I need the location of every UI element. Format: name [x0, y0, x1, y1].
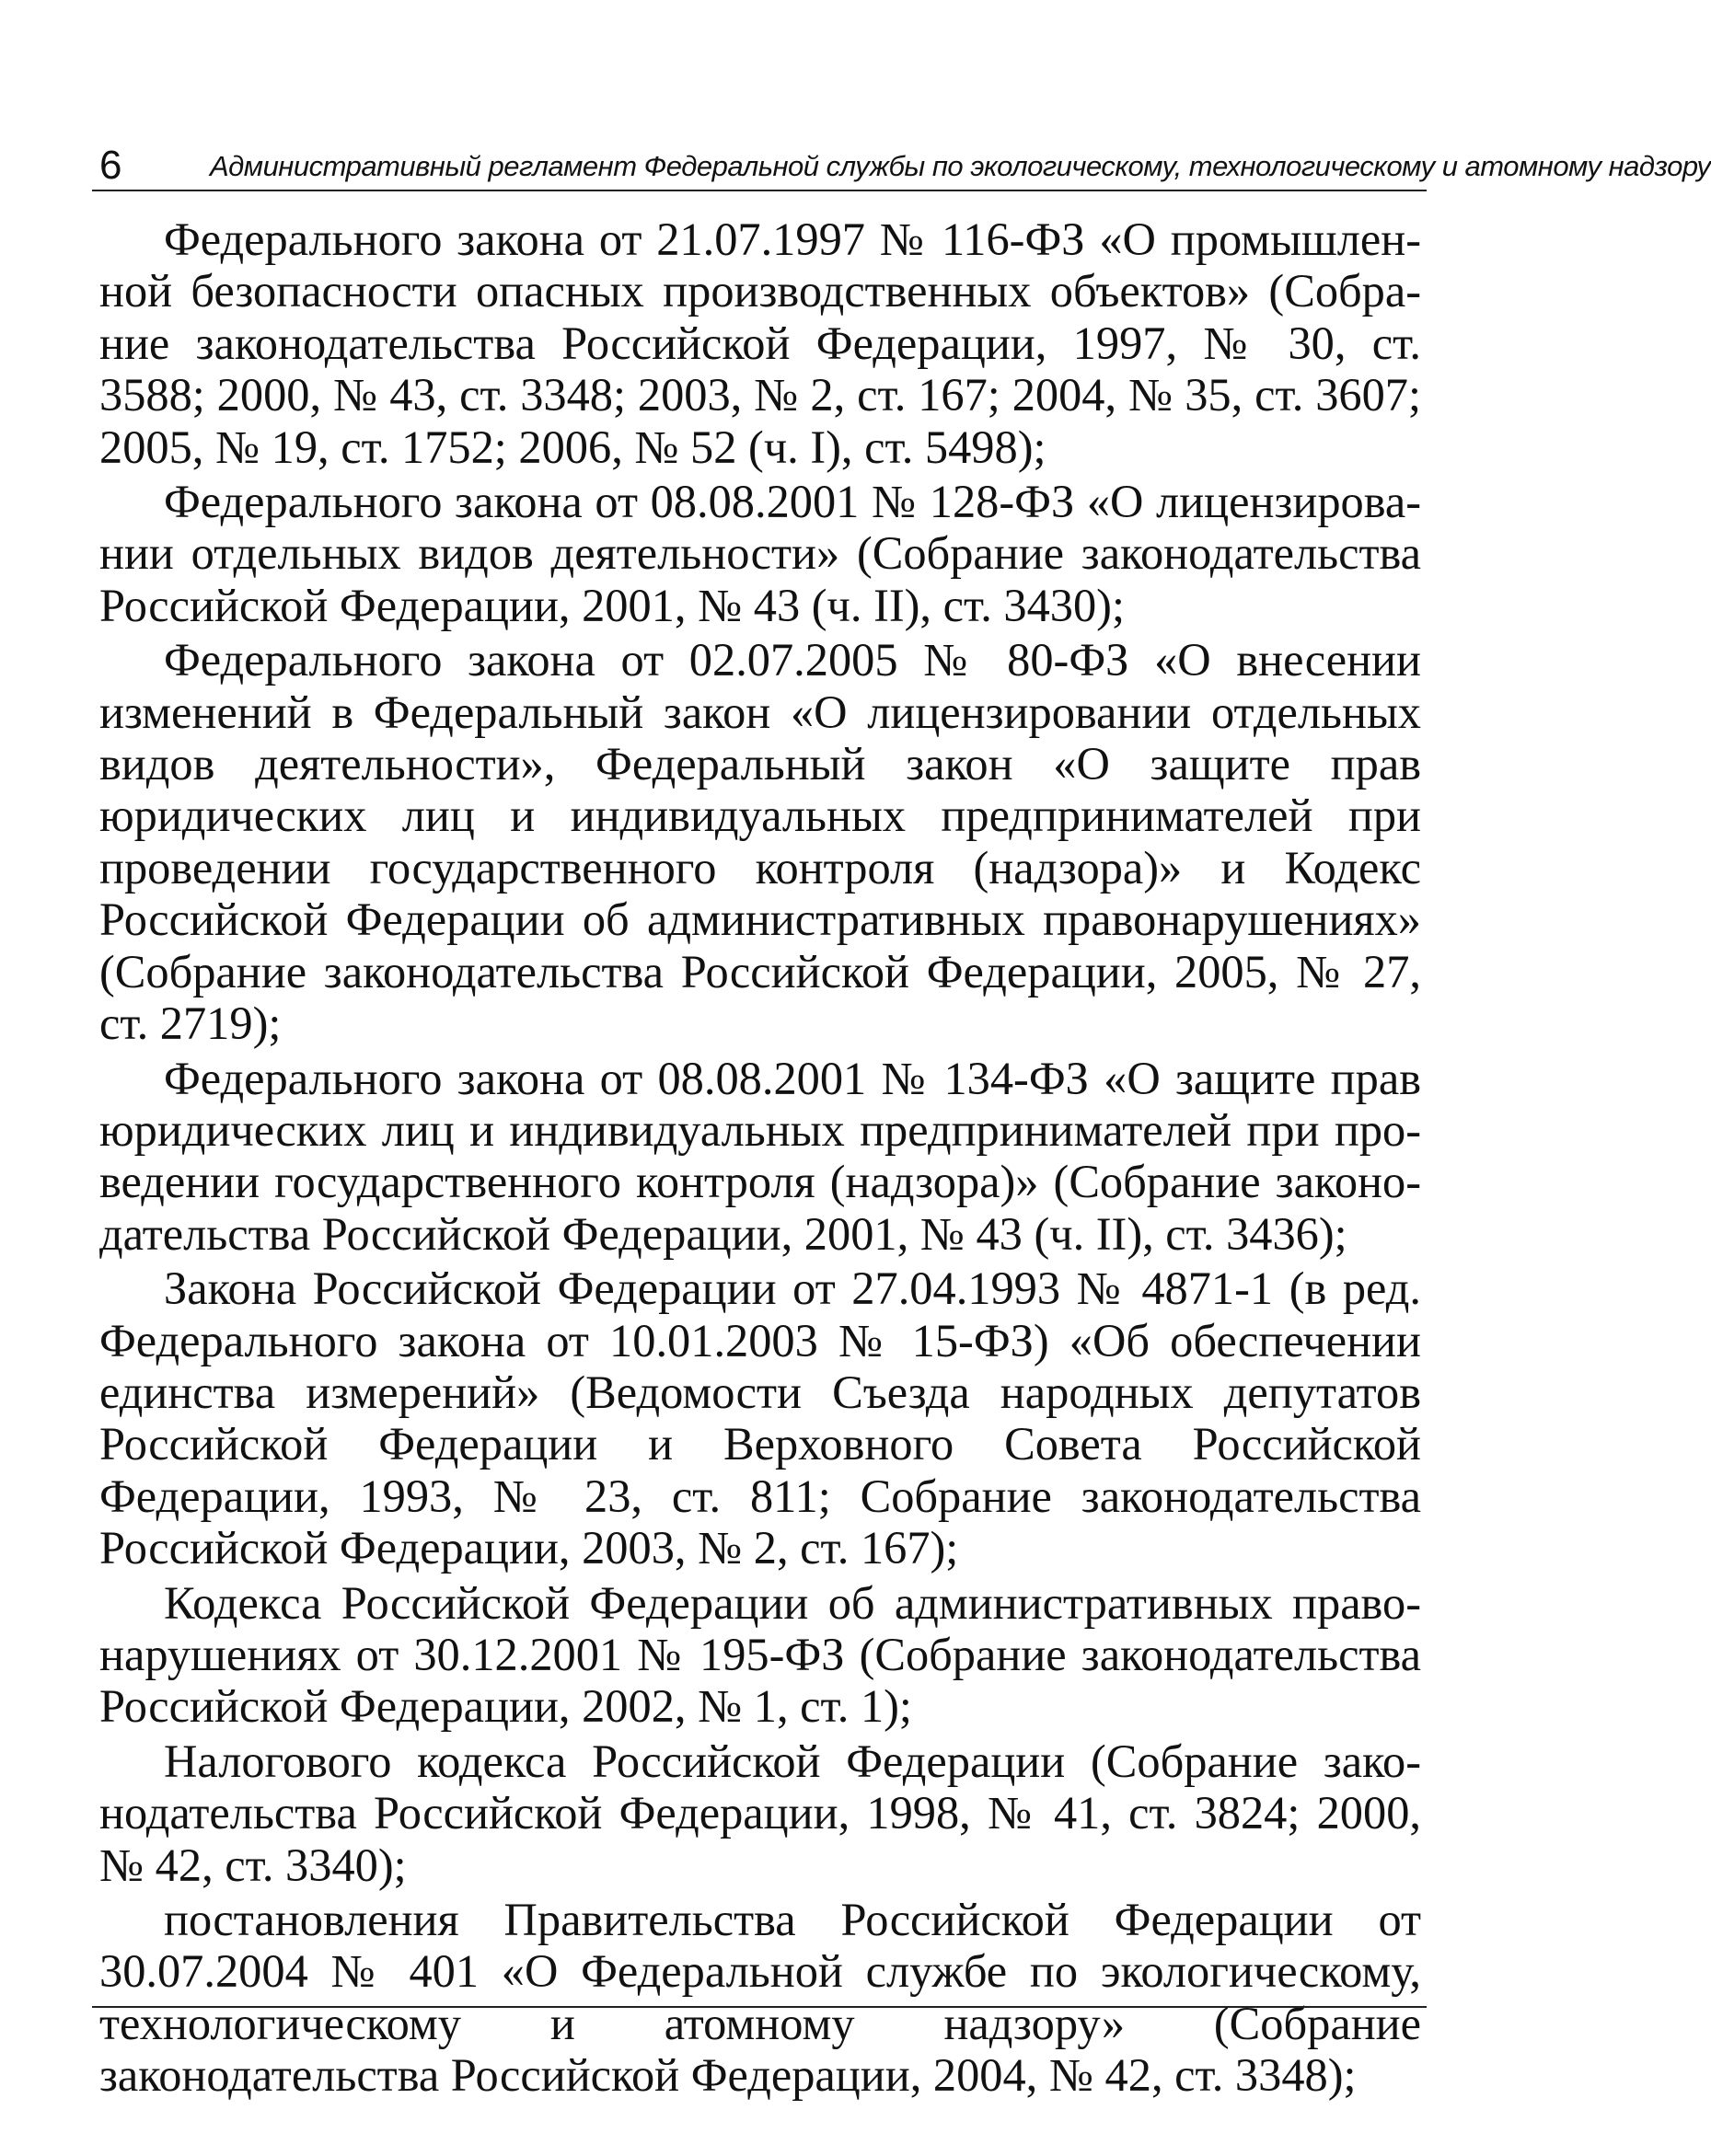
page-header [92, 138, 1711, 191]
paragraph-law-128-fz: Федерального закона от 08.08.2001 № 128-ФЗ «О лицензировании отдельных видов деятельности» (Собрание законодательства Российской Федерации, 2001, № 43 (ч. II), ст. 3430); [99, 476, 1421, 631]
body-text [99, 213, 1421, 2104]
paragraph-law-4871-1: Закона Российской Федерации от 27.04.1993 № 4871-1 (в ред. Федерального закона от 10.01.2003 № 15-ФЗ) «Об обеспечении единства измерений» (Ведомости Съезда народных депутатов Российской Федерации и Верховного Совета Российской Федерации, 1993, № 23, ст. 811; Собрание законодательства Российской Федерации, 2003, № 2, ст. 167); [99, 1262, 1421, 1574]
page-number: 6 [99, 143, 122, 188]
paragraph-law-134-fz: Федерального закона от 08.08.2001 № 134-ФЗ «О защите прав юридических лиц и индивидуальных предпринимателей при проведении государственного контроля (надзора)» (Собрание законодательства Российской Федерации, 2001, № 43 (ч. II), ст. 3436); [99, 1052, 1421, 1260]
paragraph-tax-code: Налогового кодекса Российской Федерации (Собрание законодательства Российской Федерации, 1998, № 41, ст. 3824; 2000, № 42, ст. 3340); [99, 1735, 1421, 1891]
paragraph-code-195-fz: Кодекса Российской Федерации об административных правонарушениях от 30.12.2001 № 195-ФЗ (Собрание законодательства Российской Федерации, 2002, № 1, ст. 1); [99, 1576, 1421, 1733]
bottom-rule [92, 2006, 1427, 2008]
paragraph-resolution-401: постановления Правительства Российской Федерации от 30.07.2004 № 401 «О Федеральной службе по экологическому, технологическому и атомному надзору» (Собрание законодательства Российской Федерации, 2004, № 42, ст. 3348); [99, 1894, 1421, 2102]
paragraph-law-116-fz: Федерального закона от 21.07.1997 № 116-ФЗ «О промышленной безопасности опасных производственных объектов» (Собрание законодательства Российской Федерации, 1997, № 30, ст. 3588; 2000, № 43, ст. 3348; 2003, № 2, ст. 167; 2004, № 35, ст. 3607; 2005, № 19, ст. 1752; 2006, № 52 (ч. I), ст. 5498); [99, 213, 1421, 473]
running-title: Административный регламент Федеральной службы по экологическому, технологическому и атомному надзору [210, 150, 1711, 182]
paragraph-law-80-fz: Федерального закона от 02.07.2005 № 80-ФЗ «О внесении изменений в Федеральный закон «О лицензировании отдельных видов деятельности», Федеральный закон «О защите прав юридических лиц и индивидуальных предпринимателей при проведении государственного контроля (надзора)» и Кодекс Российской Федерации об административных правонарушениях» (Собрание законодательства Российской Федерации, 2005, № 27, ст. 2719); [99, 634, 1421, 1050]
